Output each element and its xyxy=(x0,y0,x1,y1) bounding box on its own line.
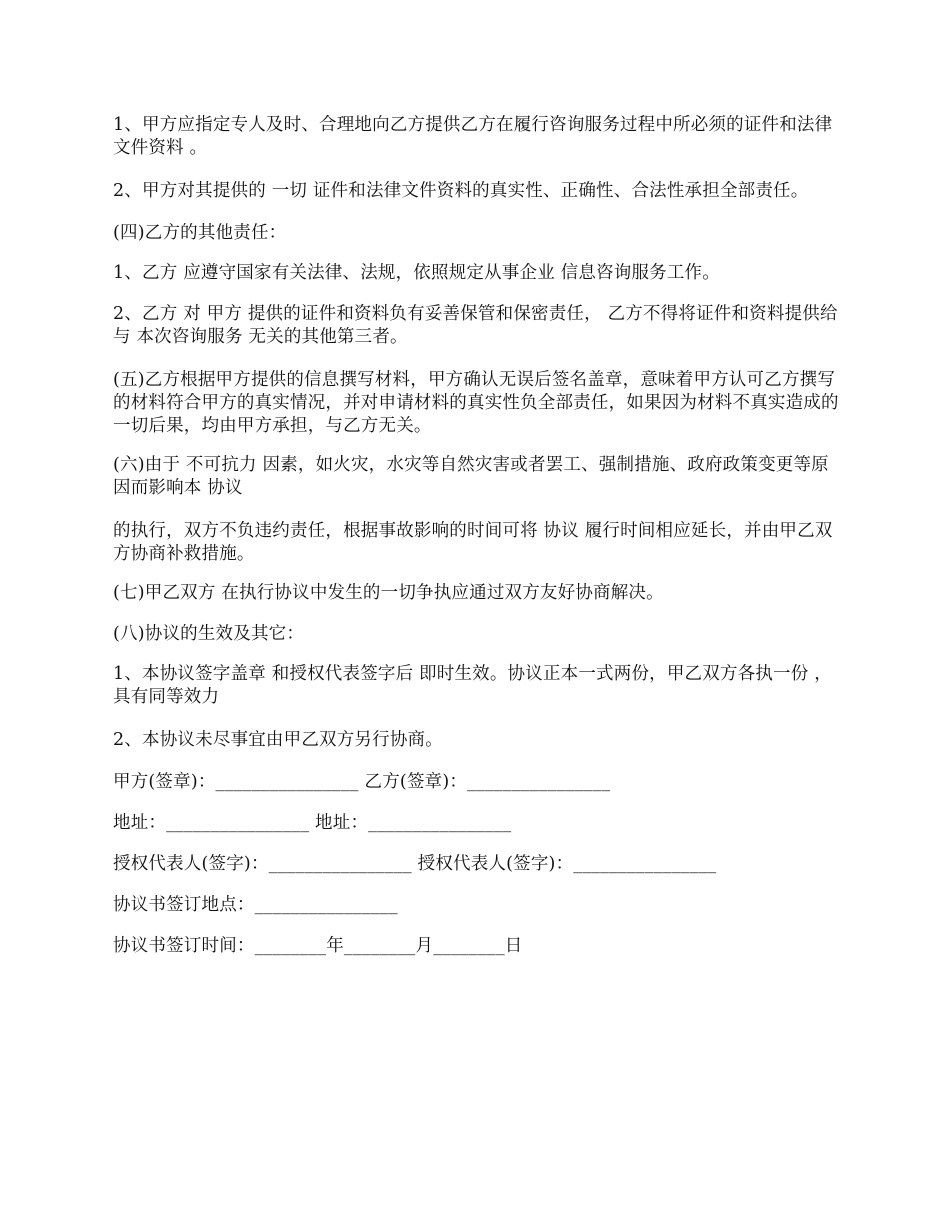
signature-line-addresses: 地址：________________ 地址：________________ xyxy=(113,813,512,833)
signature-line-representatives: 授权代表人(签字)：________________ 授权代表人(签字)：________________ xyxy=(113,854,717,874)
section-dispute-resolution: (七)甲乙双方 在执行协议中发生的一切争执应通过双方友好协商解决。 xyxy=(113,583,664,603)
section-party-b-writing-materials: (五)乙方根据甲方提供的信息撰写材料，甲方确认无误后签名盖章，意味着甲方认可乙方撰写的材料符合甲方的真实情况，并对申请材料的真实性负全部责任，如果因为材料不真实造成的一切后果，均由甲方承担，与乙方无关。 xyxy=(113,370,839,436)
signature-line-parties: 甲方(签章)：________________ 乙方(签章)：________________ xyxy=(113,772,611,792)
clause-party-a-provide-documents: 1、甲方应指定专人及时、合理地向乙方提供乙方在履行咨询服务过程中所必须的证件和法律文件资料 。 xyxy=(113,115,833,158)
clause-other-matters: 2、本协议未尽事宜由甲乙双方另行协商。 xyxy=(113,730,443,750)
clause-force-majeure-continued: 的执行，双方不负违约责任，根据事故影响的时间可将 协议 履行时间相应延长，并由甲乙双方协商补救措施。 xyxy=(113,521,833,564)
clause-party-a-responsibility: 2、甲方对其提供的 一切 证件和法律文件资料的真实性、正确性、合法性承担全部责任。 xyxy=(113,181,809,201)
signature-line-signing-place: 协议书签订地点：________________ xyxy=(113,895,398,915)
clause-party-b-confidentiality: 2、乙方 对 甲方 提供的证件和资料负有妥善保管和保密责任， 乙方不得将证件和资料提供给与 本次咨询服务 无关的其他第三者。 xyxy=(113,304,838,347)
signature-line-signing-date: 协议书签订时间：________年________月________日 xyxy=(113,936,523,956)
section-heading-party-b-other-duties: (四)乙方的其他责任： xyxy=(113,223,287,243)
clause-party-b-obey-law: 1、乙方 应遵守国家有关法律、法规，依照规定从事企业 信息咨询服务工作。 xyxy=(113,263,720,283)
section-heading-effectiveness: (八)协议的生效及其它： xyxy=(113,624,305,644)
section-force-majeure: (六)由于 不可抗力 因素，如火灾，水灾等自然灾害或者罢工、强制措施、政府政策变更等原因而影响本 协议 xyxy=(113,455,829,498)
clause-effective-upon-signing: 1、本协议签字盖章 和授权代表签字后 即时生效。协议正本一式两份，甲乙双方各执一份 ，具有同等效力 xyxy=(113,664,832,707)
